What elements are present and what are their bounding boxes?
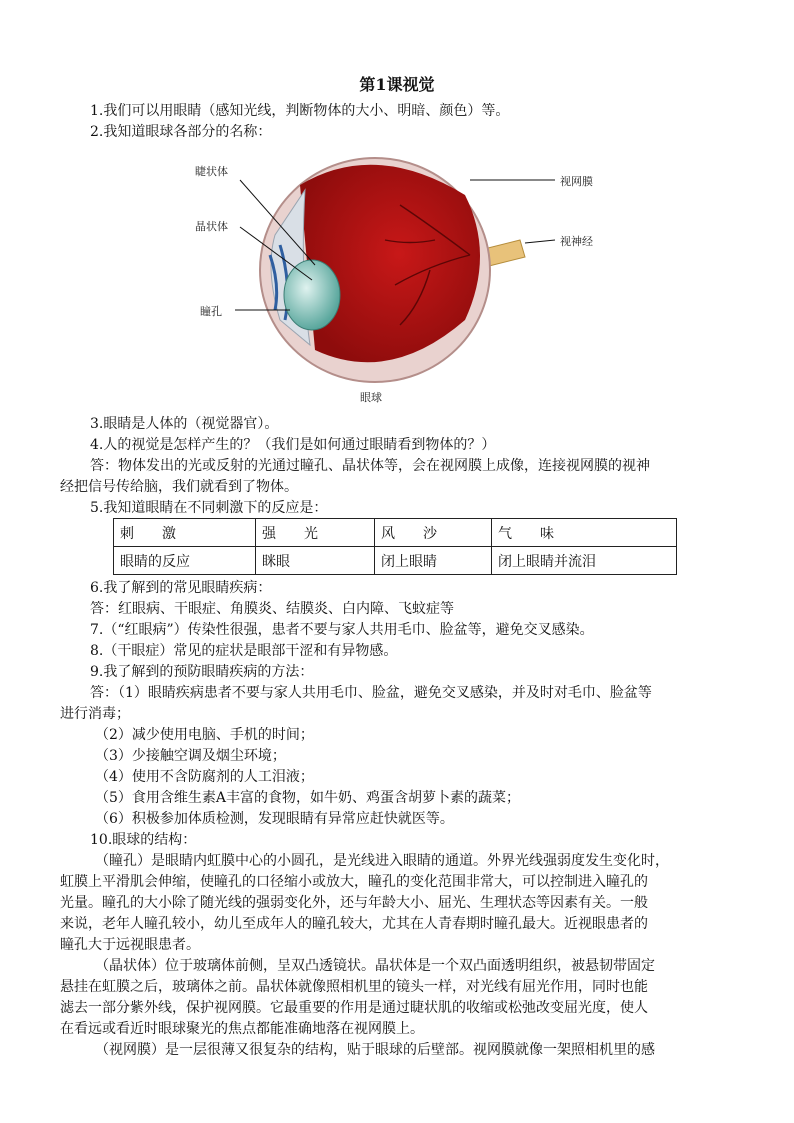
item-6-answer: 答：红眼病、干眼症、角膜炎、结膜炎、白内障、飞蚊症等 <box>90 601 454 617</box>
lens-label: 晶状体 <box>195 220 228 233</box>
table-cell: 眯眼 <box>256 547 375 575</box>
item-9-method-6: （6）积极参加体质检测，发现眼睛有异常应赶快就医等。 <box>95 811 454 827</box>
optic-nerve-label: 视神经 <box>560 235 593 248</box>
item-9-method-3: （3）少接触空调及烟尘环境； <box>95 748 286 764</box>
item-4: 4.人的视觉是怎样产生的？（我们是如何通过眼睛看到物体的？） <box>90 437 496 453</box>
table-row <box>114 547 677 575</box>
item-9-answer-line2: 进行消毒； <box>60 706 130 722</box>
lens-paragraph-line4: 在看远或看近时眼球聚光的焦点都能准确地落在视网膜上。 <box>60 1021 424 1037</box>
stimulus-reaction-table <box>113 518 677 575</box>
table-cell: 眼睛的反应 <box>114 547 256 575</box>
pupil-paragraph-line4: 来说，老年人瞳孔较小，幼儿至成年人的瞳孔较大，尤其在人青春期时瞳孔最大。近视眼患者的 <box>60 916 648 932</box>
ciliary-label: 睫状体 <box>195 165 228 178</box>
page-title: 第1课视觉 <box>359 75 435 94</box>
table-cell: 气 味 <box>492 519 677 547</box>
table-cell: 刺 激 <box>114 519 256 547</box>
table-header-row <box>114 519 677 547</box>
table-cell: 风 沙 <box>375 519 492 547</box>
pupil-paragraph-line3: 光量。瞳孔的大小除了随光线的强弱变化外，还与年龄大小、屈光、生理状态等因素有关。一般 <box>60 895 648 911</box>
table-cell: 强 光 <box>256 519 375 547</box>
retina-paragraph-line1: （视网膜）是一层很薄又很复杂的结构，贴于眼球的后壁部。视网膜就像一架照相机里的感 <box>95 1042 655 1058</box>
table-cell: 闭上眼睛 <box>375 547 492 575</box>
figure-caption: 眼球 <box>360 391 382 404</box>
item-7: 7.（“红眼病”）传染性很强，患者不要与家人共用毛巾、脸盆等，避免交叉感染。 <box>90 622 594 638</box>
retina-label: 视网膜 <box>560 175 593 188</box>
pupil-paragraph-line1: （瞳孔）是眼睛内虹膜中心的小圆孔，是光线进入眼睛的通道。外界光线强弱度发生变化时， <box>95 853 669 869</box>
item-3: 3.眼睛是人体的（视觉器官）。 <box>90 416 279 432</box>
lens-paragraph-line1: （晶状体）位于玻璃体前侧，呈双凸透镜状。晶状体是一个双凸面透明组织，被悬韧带固定 <box>95 958 655 974</box>
item-9: 9.我了解到的预防眼睛疾病的方法： <box>90 664 314 680</box>
item-5: 5.我知道眼睛在不同刺激下的反应是： <box>90 500 328 516</box>
pupil-paragraph-line5: 瞳孔大于远视眼患者。 <box>60 937 200 953</box>
pupil-label: 瞳孔 <box>200 305 222 318</box>
eyeball-diagram <box>180 145 610 410</box>
item-8: 8.（干眼症）常见的症状是眼部干涩和有异物感。 <box>90 643 398 659</box>
item-4-answer-line2: 经把信号传给脑，我们就看到了物体。 <box>60 479 298 495</box>
lens-shape <box>284 260 340 330</box>
item-1: 1.我们可以用眼睛（感知光线，判断物体的大小、明暗、颜色）等。 <box>90 103 510 119</box>
table-cell: 闭上眼睛并流泪 <box>492 547 677 575</box>
item-9-method-2: （2）减少使用电脑、手机的时间； <box>95 727 314 743</box>
item-6: 6.我了解到的常见眼睛疾病： <box>90 580 272 596</box>
item-9-method-4: （4）使用不含防腐剂的人工泪液； <box>95 769 314 785</box>
pupil-paragraph-line2: 虹膜上平滑肌会伸缩，使瞳孔的口径缩小或放大，瞳孔的变化范围非常大，可以控制进入瞳孔的 <box>60 874 648 890</box>
item-9-method-5: （5）食用含维生素A丰富的食物，如牛奶、鸡蛋含胡萝卜素的蔬菜； <box>95 790 521 806</box>
item-9-answer-line1: 答：（1）眼睛疾病患者不要与家人共用毛巾、脸盆，避免交叉感染，并及时对毛巾、脸盆等 <box>90 685 652 701</box>
lens-paragraph-line2: 悬挂在虹膜之后，玻璃体之前。晶状体就像照相机里的镜头一样，对光线有屈光作用，同时也能 <box>60 979 648 995</box>
item-4-answer-line1: 答：物体发出的光或反射的光通过瞳孔、晶状体等，会在视网膜上成像，连接视网膜的视神 <box>90 458 650 474</box>
optic-nerve-leader-line <box>525 240 555 243</box>
item-10: 10.眼球的结构： <box>90 832 197 848</box>
lens-paragraph-line3: 滤去一部分紫外线，保护视网膜。它最重要的作用是通过睫状肌的收缩或松弛改变屈光度，使人 <box>60 1000 648 1016</box>
item-2: 2.我知道眼球各部分的名称： <box>90 124 272 140</box>
